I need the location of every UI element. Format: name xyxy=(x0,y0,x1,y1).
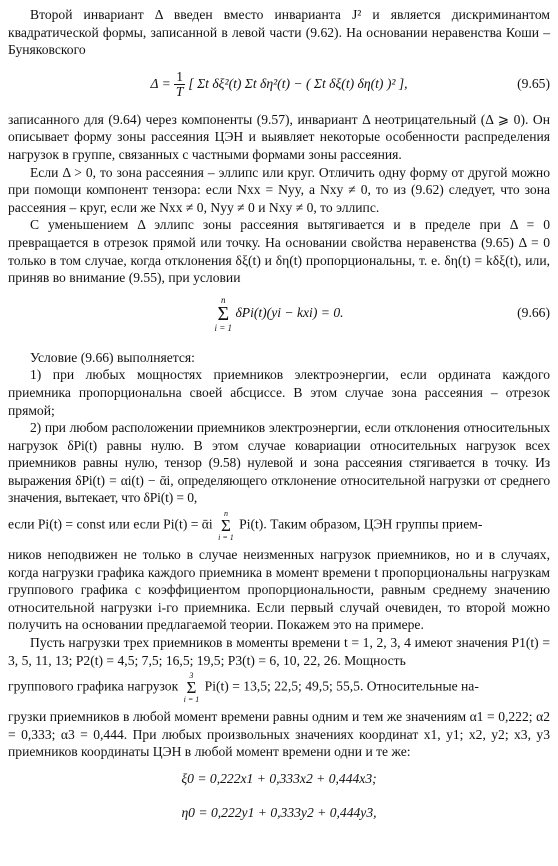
paragraph-group-sum xyxy=(8,671,550,704)
text-after-sum: Pi(t). Таким образом, ЦЭН группы прием- xyxy=(239,516,483,532)
equation-body: ξ0 = 0,222x1 + 0,333x2 + 0,444x3; xyxy=(181,771,377,786)
fraction-denominator: T xyxy=(175,84,184,100)
fraction xyxy=(174,70,185,99)
sum-upper-limit: n xyxy=(223,509,228,519)
fraction-numerator: 1 xyxy=(176,69,183,85)
sum-operator xyxy=(214,295,232,333)
paragraph-nonnegative: записанного для (9.64) через компоненты (9.57), инвариант Δ неотрицательный (Δ ⩾ 0). Он описывает форму зоны рассеяния ЦЭН и выявляет некоторые особенности распределения нагрузок в группе, связанных с частными формами зоны рассеяния. xyxy=(8,111,550,162)
paragraph-intro: Второй инвариант Δ введен вместо инварианта J² и является дискриминантом квадратической формы, записанной в левой части (9.62). На основании неравенства Коши – Буняковского xyxy=(8,7,550,58)
equation-xi0 xyxy=(8,767,550,791)
equation-lhs: Δ = xyxy=(150,75,171,91)
paragraph-degenerate: С уменьшением Δ эллипс зоны рассеяния вытягивается и в пределе при Δ = 0 превращается в отрезок прямой или точку. На основании свойства неравенства (9.65) Δ = 0 только в том случае, когда отклонения δξ(t) и δη(t) пропорциональны, т. е. δη(t) = kδξ(t), или, приняв во внимание (9.55), при условии xyxy=(8,217,550,286)
sigma-symbol: Σ xyxy=(186,678,197,698)
equation-9-65 xyxy=(8,63,550,105)
sum-upper-limit: n xyxy=(221,294,226,305)
sum-upper-limit: 3 xyxy=(189,671,194,681)
equation-number: (9.66) xyxy=(517,304,550,320)
sigma-symbol: Σ xyxy=(217,302,230,325)
paragraph-ellipse: Если Δ > 0, то зона рассеяния – эллипс или круг. Отличить одну форму от другой можно при помощи компонент тензора: если Nxx = Nyy, а Nxy ≠ 0, то из (9.62) следует, что зона рассеяния – круг, если же Nxx ≠ 0, Nyy ≠ 0 и Nxy ≠ 0, то эллипс. xyxy=(8,164,550,215)
sigma-symbol: Σ xyxy=(220,516,231,536)
text-before-sum: группового графика нагрузок xyxy=(8,678,179,694)
list-item-2: 2) при любом расположении приемников электроэнергии, если отклонения относительных нагрузок δPi(t) равны нулю. В этом случае ковариации относительных нагрузок всех приемников равны нулю, тензор (9.58) нулевой и зона рассеяния стягивается в точку. Из выражения δPi(t) = αi(t) − ᾱi, определяющего отклонение относительной нагрузки от среднего значения, вытекает, что δPi(t) = 0, xyxy=(8,420,550,506)
paragraph-example: Пусть нагрузки трех приемников в моменты времени t = 1, 2, 3, 4 имеют значения P1(t) = 3, 5, 11, 13; P2(t) = 4,5; 7,5; 16,5; 19,5; P3(t) = 6, 10, 22, 26. Мощность xyxy=(8,635,550,668)
paragraph-relative-loads: грузки приемников в любой момент времени равны одним и тем же значениям α1 = 0,222; α2 = 0,333; α3 = 0,444. При любых произвольных значениях координат x1, y1; x2, y2; x3, y3 приемников координаты ЦЭН в любой момент времени одни и те же: xyxy=(8,709,550,760)
sum-operator xyxy=(184,671,200,704)
list-item-1: 1) при любых мощностях приемников электроэнергии, если ордината каждого приемника пропорциональна своей абсциссе. В этом случае зона рассеяния – отрезок прямой; xyxy=(8,367,550,418)
equation-9-66 xyxy=(8,291,550,335)
paragraph-stationary: ников неподвижен не только в случае неизменных нагрузок приемников, но и в случаях, когда нагрузки графика каждого приемника в момент времени t пропорциональны нагрузкам группового графика с коэффициентом пропорциональности, равным среднему значению относительной нагрузки i-го приемника. Если первый случай очевиден, то второй можно получить на основании предлагаемой теории. Покажем это на примере. xyxy=(8,547,550,633)
sum-lower-limit: i = 1 xyxy=(214,322,233,333)
text-before-sum: если Pi(t) = const или если Pi(t) = ᾱi xyxy=(8,516,213,532)
equation-eta0 xyxy=(8,801,550,825)
equation-body: [ Σt δξ²(t) Σt δη²(t) − ( Σt δξ(t) δη(t) )² ], xyxy=(188,75,408,91)
paragraph-condition: Условие (9.66) выполняется: xyxy=(30,349,195,365)
equation-body: η0 = 0,222y1 + 0,333y2 + 0,444y3, xyxy=(181,805,377,820)
equation-number: (9.65) xyxy=(517,75,550,91)
sum-lower-limit: i = 1 xyxy=(183,695,200,705)
text-after-sum: Pi(t) = 13,5; 22,5; 49,5; 55,5. Относительные на- xyxy=(204,678,479,694)
sum-lower-limit: i = 1 xyxy=(218,533,234,543)
sum-operator xyxy=(218,509,234,542)
paragraph-inline-sum xyxy=(8,509,550,542)
equation-body: δPi(t)(yi − kxi) = 0. xyxy=(235,304,344,320)
